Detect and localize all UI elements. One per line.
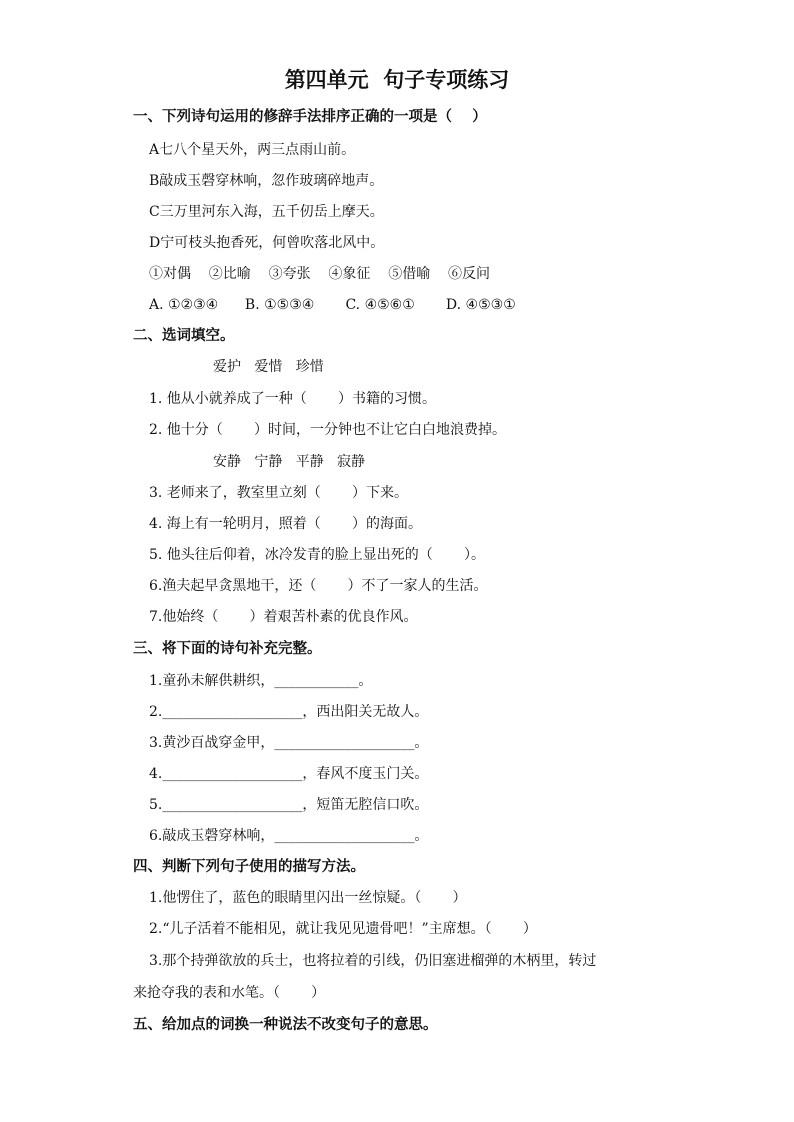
section-2-heading: 二、选词填空。 [133,328,235,344]
fill-item-2: 2. 他十分（ ）时间，一分钟也不让它白白地浪费掉。 [149,422,506,438]
poem-item-4: 4.____________________，春风不度玉门关。 [149,766,429,782]
word-group-1: 爱护 爱惜 珍惜 [213,359,324,375]
description-item-1: 1.他愣住了，蓝色的眼睛里闪出一丝惊疑。（ ） [149,890,467,906]
fill-item-1: 1. 他从小就养成了一种（ ）书籍的习惯。 [149,391,436,407]
fill-item-6: 6.渔夫起早贪黑地干，还（ ）不了一家人的生活。 [149,578,488,594]
section-1-option-c: C三万里河东入海，五千仞岳上摩天。 [149,204,384,220]
section-3-heading: 三、将下面的诗句补充完整。 [133,641,322,657]
section-4-heading: 四、判断下列句子使用的描写方法。 [133,859,365,875]
word-group-2: 安静 宁静 平静 寂静 [213,454,366,470]
fill-item-5: 5. 他头往后仰着，冰冷发青的脸上显出死的（ ）。 [149,547,485,563]
poem-item-5: 5.____________________，短笛无腔信口吹。 [149,797,429,813]
fill-item-4: 4. 海上有一轮明月，照着（ ）的海面。 [149,516,422,532]
section-1-rhetoric-list: ①对偶 ②比喻 ③夸张 ④象征 ⑤借喻 ⑥反问 [149,266,491,282]
section-1-answer-choices: A. ①②③④ B. ①⑤③④ C. ④⑤⑥① D. ④⑤③① [149,297,516,313]
section-5-heading: 五、给加点的词换一种说法不改变句子的意思。 [133,1017,438,1033]
poem-item-3: 3.黄沙百战穿金甲，____________________。 [149,735,429,751]
description-item-2: 2.“儿子活着不能相见，就让我见见遗骨吧！”主席想。（ ） [149,921,537,937]
description-item-3: 3.那个持弹欲放的兵士，也将拉着的引线，仍旧塞进榴弹的木柄里，转过 [149,953,597,969]
section-1-option-a: A七八个星天外，两三点雨山前。 [149,142,356,158]
poem-item-1: 1.童孙未解供耕织，____________。 [149,673,373,689]
page-title: 第四单元 句子专项练习 [284,68,510,92]
description-item-3-continued: 来抢夺我的表和水笔。（ ） [133,985,326,1001]
section-1-heading: 一、下列诗句运用的修辞手法排序正确的一项是（ ） [133,109,487,125]
poem-item-6: 6.敲成玉磬穿林响，____________________。 [149,828,429,844]
section-1-option-b: B敲成玉磬穿林响，忽作玻璃碎地声。 [149,173,384,189]
poem-item-2: 2.____________________，西出阳关无故人。 [149,704,429,720]
fill-item-3: 3. 老师来了，教室里立刻（ ）下来。 [149,485,408,501]
section-1-option-d: D宁可枝头抱香死，何曾吹落北风中。 [149,235,385,251]
fill-item-7: 7.他始终（ ）着艰苦朴素的优良作风。 [149,609,418,625]
